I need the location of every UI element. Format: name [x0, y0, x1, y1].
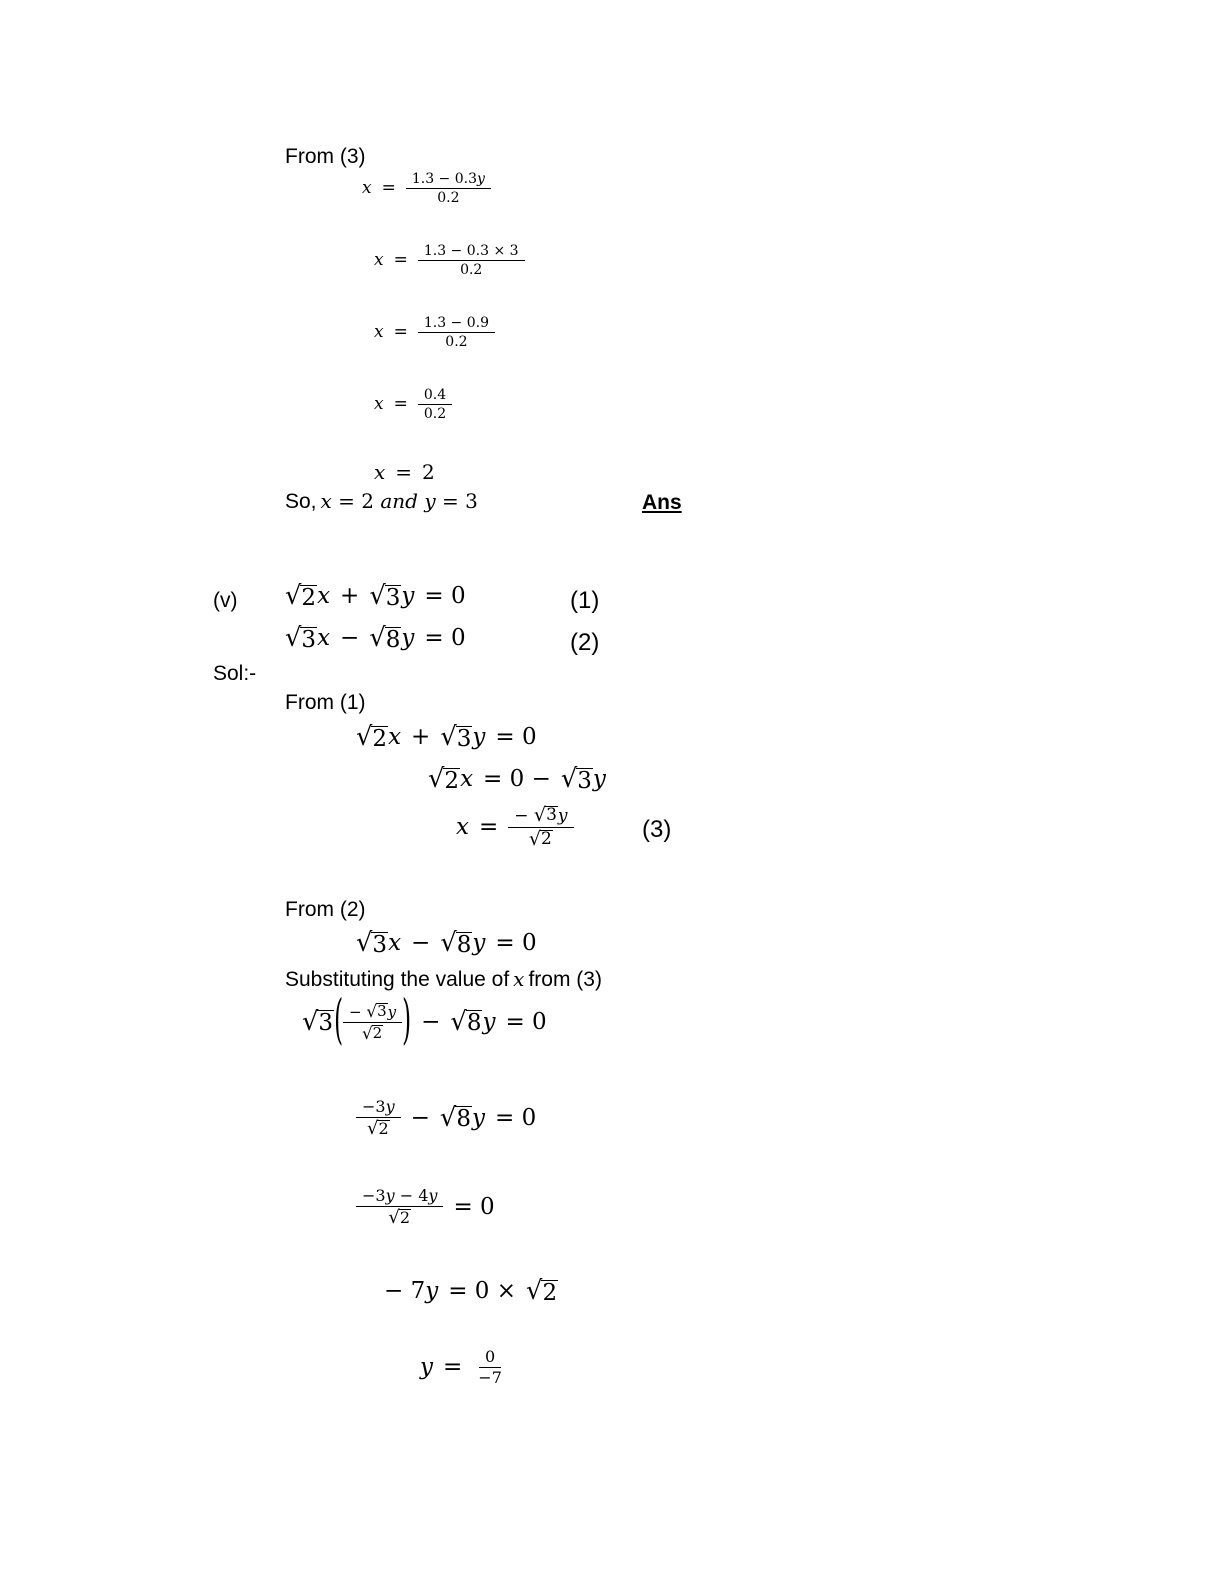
eq-rel: =: [393, 394, 408, 414]
eq-rel: =: [381, 178, 396, 198]
step-equation-5: √ 3 ( − √ 3 y √ 2 ) − √ 8 y = 0: [302, 991, 547, 1052]
step-equation-8: − 7 y = 0 × √ 2: [384, 1276, 558, 1306]
step-equation-4: √ 3 x − √ 8 y = 0: [356, 928, 537, 958]
step-equation-2: √ 2 x = 0 − √ 3 y: [428, 764, 606, 794]
fraction-numerator: 0.4: [418, 388, 452, 405]
fraction-denominator: 0.2: [460, 262, 483, 278]
fraction-numerator: − √ 3 y: [508, 806, 573, 828]
fraction-numerator: − √ 3 y: [343, 1003, 402, 1023]
fraction-denominator: √ 2: [388, 1207, 411, 1228]
eq-rel: =: [393, 250, 408, 270]
step-equation-6: −3y √ 2 − √ 8 y = 0: [356, 1094, 536, 1138]
solution-statement: So, x = 2 and y = 3: [285, 489, 478, 513]
part-v-label: (v): [213, 589, 238, 612]
eq-lhs: x: [374, 394, 384, 414]
eq-rel: =: [393, 322, 408, 342]
fraction-numerator: 1.3 − 0.9: [418, 316, 495, 333]
solution-label: Sol:-: [213, 662, 257, 685]
step-equation-7: −3y − 4y √ 2 = 0: [356, 1183, 495, 1227]
equation-x-fraction-4: [374, 388, 452, 421]
equation-x-fraction-2: [374, 244, 525, 277]
from-2-label: From (2): [285, 898, 366, 921]
fraction-numerator: −3y − 4y: [356, 1188, 443, 1207]
fraction-numerator: −3y: [356, 1099, 401, 1118]
fraction-denominator: 0.2: [423, 406, 447, 422]
given-equation-2: √ 3 x − √ 8 y = 0: [285, 623, 466, 653]
fraction-numerator: 1.3 − 0.3 × 3: [418, 244, 525, 261]
fraction-denominator: 0.2: [437, 190, 460, 206]
equation-tag-3: (3): [642, 816, 672, 843]
step-equation-9: y = $\frac{0}{-7}$: [420, 1349, 508, 1386]
fraction-denominator: √ 2: [528, 828, 552, 851]
substitution-sentence: Substituting the value of x from (3): [285, 967, 602, 991]
given-equation-1: √ 2 x + √ 3 y = 0: [285, 581, 466, 611]
equation-tag-1: (1): [570, 587, 600, 614]
fraction-numerator: 1.3 − 0.3y: [406, 172, 491, 189]
equation-x-fraction-1: [362, 172, 491, 205]
eq-lhs: x: [374, 322, 384, 342]
answer-label: Ans: [642, 491, 682, 514]
step-equation-3: x = − √ 3 y √ 2: [456, 806, 574, 849]
from-3-label: From (3): [285, 145, 366, 168]
equation-x-equals-2: x = 2: [374, 460, 435, 484]
eq-lhs: x: [362, 178, 372, 198]
fraction-denominator: 0.2: [445, 334, 468, 350]
step-equation-1: √ 2 x + √ 3 y = 0: [356, 722, 537, 752]
fraction-denominator: −7: [478, 1368, 502, 1387]
fraction-denominator: √ 2: [361, 1023, 383, 1043]
from-1-label: From (1): [285, 691, 366, 714]
equation-tag-2: (2): [570, 629, 600, 656]
fraction-numerator: 0: [479, 1349, 501, 1368]
fraction-denominator: √ 2: [367, 1118, 389, 1139]
equation-x-fraction-3: [374, 316, 495, 349]
eq-lhs: x: [374, 250, 384, 270]
